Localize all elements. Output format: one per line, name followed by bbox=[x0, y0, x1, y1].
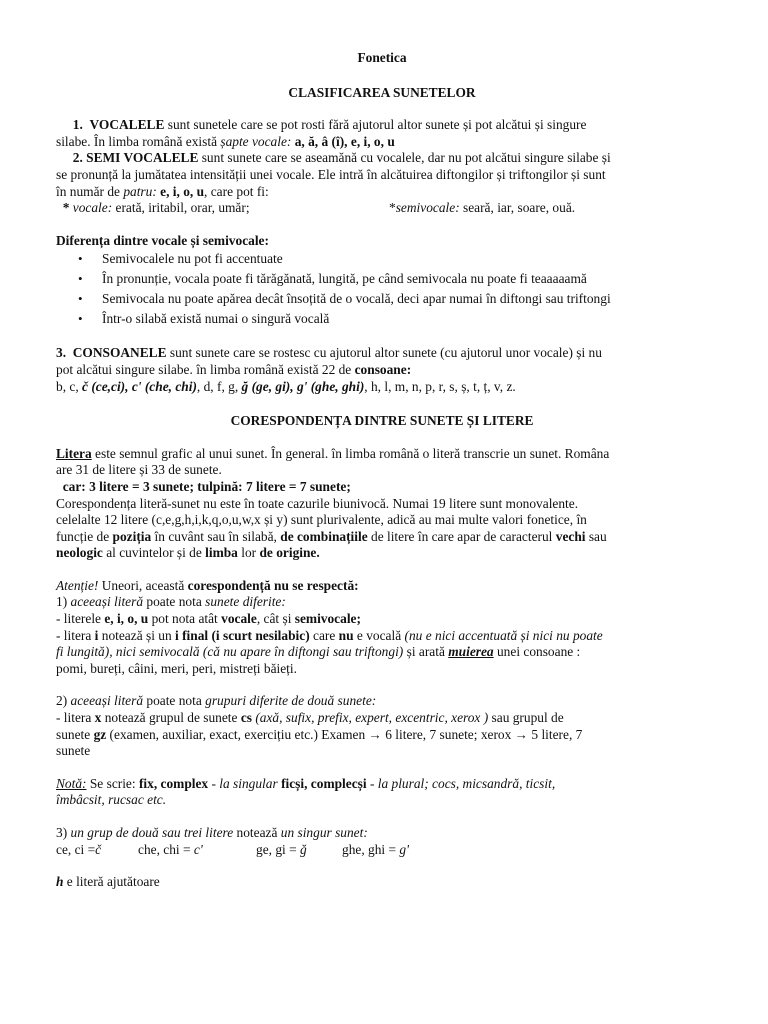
diff-list bbox=[56, 249, 708, 329]
diff-heading: Diferența dintre vocale și semivocale: bbox=[56, 232, 269, 248]
atentie-paragraph: Atenție! Uneori, această corespondență nu se respectă: 1) aceeași literă poate nota sunete diferite: - literele e, i, o, u pot nota atât vocale, cât și semivocale; - litera i notează și un i final (i scurt nesilabic) care nu e vocală (nu e nici accentuată și nici nu poate fi lungită), nici semivocală (că nu apare în diftongi sau triftongi) și arată muierea unei consoane : pomi, bureți, câini, meri, peri, mistreți băieți. bbox=[56, 577, 603, 676]
section-semivocale: 2. SEMI VOCALELE sunt sunete care se aseamănă cu vocalele, dar nu pot alcătui singure silabe și se pronunță la jumătatea intensității unei vocale. Ele intră în alcătuirea diftongilor și triftongilor și sunt în număr de patru: e, i, o, u, care pot fi: * vocale: erată, iritabil, orar, umăr; *semivocale: seară, iar, soare, ouă. bbox=[56, 150, 611, 216]
document-page bbox=[56, 50, 708, 891]
h-note: h e literă ajutătoare bbox=[56, 874, 160, 890]
list-item: • Semivocalele nu pot fi accentuate bbox=[56, 249, 708, 269]
list-item: • Într-o silabă există numai o singură vocală bbox=[56, 309, 708, 329]
nota-paragraph: Notă: Se scrie: fix, complex - la singular fiсși, complecși - la plural; cocs, micsandră, ticsit, îmbâcsit, rucsac etc. bbox=[56, 775, 556, 808]
litera-paragraph: Litera este semnul grafic al unui sunet. În general. în limba română o literă transcrie un sunet. Româna are 31 de litere și 33 de sunete. car: 3 litere = 3 sunete; tulpină: 7 litere = 7 sunete; Corespondența literă-sunet nu este în toate cazurile biunivocă. Numai 19 litere sunt monovalente. celelalte 12 litere (c,e,g,h,i,k,q,o,u,w,x și y) sunt plurivalente, adică au mai multe valori fonetice, în funcție de poziția în cuvânt sau în silabă, de combinațiile de litere în care apar de caracterul vechi sau neologic al cuvintelor și de limba lor de origine. bbox=[56, 445, 610, 561]
rule-2-paragraph: 2) aceeași literă poate nota grupuri diferite de două sunete: - litera x notează grupul de sunete cs (axă, sufix, prefix, expert, excentric, xerox ) sau grupul de sunete gz (examen, auxiliar, exact, exercițiu etc.) Examen → 6 litere, 7 sunete; xerox → 5 litere, 7 sunete bbox=[56, 693, 583, 759]
rule-3-paragraph: 3) un grup de două sau trei litere notează un singur sunet: ce, ci =č che, chi = c' ge, gi = ğ ghe, ghi = g' bbox=[56, 825, 409, 857]
section-consoane: 3. CONSOANELE sunt sunete care se rostesc cu ajutorul altor sunete (cu ajutorul unor vocale) și nu pot alcătui singure silabe. în limba română există 22 de consoane: b, c, č (ce,ci), c' (che, chi), d, f, g, ğ (ge, gi), g' (ghe, ghi), h, l, m, n, p, r, s, ș, t, ț, v, z. bbox=[56, 345, 602, 394]
arrow-right-icon: → bbox=[368, 726, 382, 742]
list-item: • În pronunție, vocala poate fi tărăgănată, lungită, pe când semivocala nu poate fi teaaaaamă bbox=[56, 269, 708, 289]
heading-corespondenta: CORESPONDENȚA DINTRE SUNETE ȘI LITERE bbox=[230, 413, 534, 429]
heading-clasificarea: CLASIFICAREA SUNETELOR bbox=[288, 84, 476, 100]
page-title: Fonetica bbox=[357, 50, 407, 65]
section-vocale: 1. VOCALELE sunt sunetele care se pot rosti fără ajutorul altor sunete și pot alcătui și singure silabe. În limba română există șapte vocale: a, ă, â (î), e, i, o, u bbox=[56, 117, 587, 149]
arrow-right-icon: → bbox=[514, 726, 529, 742]
list-item: • Semivocala nu poate apărea decât însoțită de o vocală, deci apar numai în diftongi sau triftongi bbox=[56, 289, 708, 309]
